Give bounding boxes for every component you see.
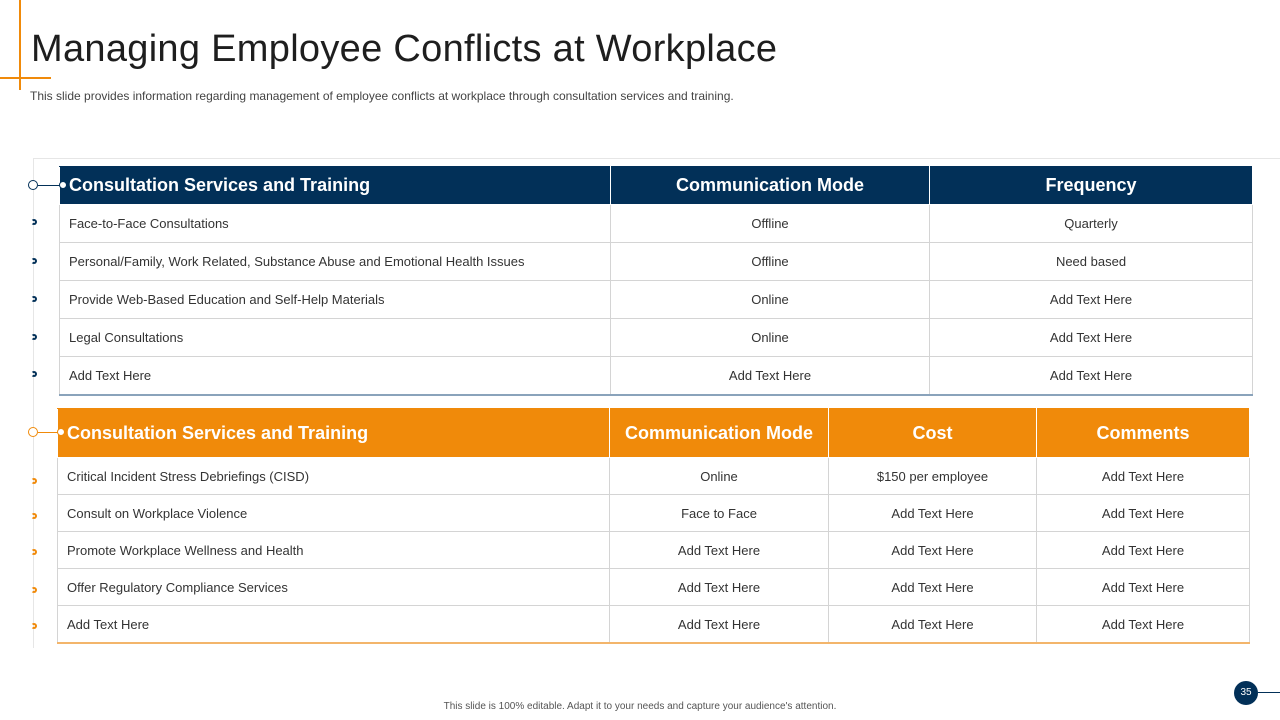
table-header-cell: Consultation Services and Training xyxy=(60,167,611,205)
table-cell: Add Text Here xyxy=(610,532,829,569)
table-row xyxy=(58,495,1250,532)
table-header-cell: Frequency xyxy=(930,167,1253,205)
table-cell: Add Text Here xyxy=(58,606,610,644)
page-subtitle: This slide provides information regarding management of employee conflicts at workplace through consultation services and training. xyxy=(30,89,734,103)
row-bullet xyxy=(31,219,37,225)
page-number-line xyxy=(1258,692,1280,693)
table-row xyxy=(60,319,1253,357)
consultation-table-orange xyxy=(57,408,1250,644)
table-row xyxy=(60,357,1253,396)
table-cell: Critical Incident Stress Debriefings (CISD) xyxy=(58,458,610,495)
table-cell: Online xyxy=(611,319,930,357)
table-cell: Add Text Here xyxy=(610,569,829,606)
table-cell: Add Text Here xyxy=(930,357,1253,396)
table-row xyxy=(58,532,1250,569)
row-bullet xyxy=(31,513,37,519)
table-cell: Add Text Here xyxy=(930,319,1253,357)
table-cell: Face to Face xyxy=(610,495,829,532)
consultation-table-navy xyxy=(59,166,1253,396)
table-header-cell: Communication Mode xyxy=(611,167,930,205)
table-cell: Add Text Here xyxy=(60,357,611,396)
table-row xyxy=(60,243,1253,281)
table-header-cell: Communication Mode xyxy=(610,409,829,458)
table-row xyxy=(58,606,1250,644)
frame-line-top xyxy=(33,158,1280,159)
table-cell: Face-to-Face Consultations xyxy=(60,205,611,243)
header-ring-bullet xyxy=(59,181,67,189)
table-cell: Add Text Here xyxy=(1037,606,1250,644)
table-cell: Legal Consultations xyxy=(60,319,611,357)
table-row xyxy=(58,458,1250,495)
row-bullet xyxy=(31,371,37,377)
table-header-cell: Consultation Services and Training xyxy=(58,409,610,458)
table-cell: Provide Web-Based Education and Self-Help Materials xyxy=(60,281,611,319)
table-cell: Promote Workplace Wellness and Health xyxy=(58,532,610,569)
row-bullet xyxy=(31,258,37,264)
row-bullet xyxy=(31,334,37,340)
table-cell: Add Text Here xyxy=(930,281,1253,319)
header-ring-bullet xyxy=(57,428,65,436)
table-cell: Offline xyxy=(611,243,930,281)
table-cell: Consult on Workplace Violence xyxy=(58,495,610,532)
table-cell: Online xyxy=(610,458,829,495)
row-bullet xyxy=(31,478,37,484)
table-header-cell: Cost xyxy=(829,409,1037,458)
table-cell: Personal/Family, Work Related, Substance Abuse and Emotional Health Issues xyxy=(60,243,611,281)
table-cell: Add Text Here xyxy=(1037,532,1250,569)
table-cell: Add Text Here xyxy=(1037,458,1250,495)
table-cell: Add Text Here xyxy=(829,495,1037,532)
table-cell: Offer Regulatory Compliance Services xyxy=(58,569,610,606)
table-cell: Add Text Here xyxy=(829,532,1037,569)
page-title: Managing Employee Conflicts at Workplace xyxy=(31,28,778,70)
row-bullet xyxy=(31,587,37,593)
table-cell: Quarterly xyxy=(930,205,1253,243)
table-cell: Need based xyxy=(930,243,1253,281)
table-cell: $150 per employee xyxy=(829,458,1037,495)
table-cell: Online xyxy=(611,281,930,319)
table-cell: Add Text Here xyxy=(829,569,1037,606)
table-row xyxy=(58,569,1250,606)
table-header-row xyxy=(60,167,1253,205)
table-row xyxy=(60,205,1253,243)
table-header-cell: Comments xyxy=(1037,409,1250,458)
frame-line-left xyxy=(33,158,34,648)
table-cell: Add Text Here xyxy=(1037,569,1250,606)
table-cell: Offline xyxy=(611,205,930,243)
page-number-badge: 35 xyxy=(1234,681,1258,705)
header-ring-bullet xyxy=(28,427,38,437)
row-bullet xyxy=(31,623,37,629)
row-bullet xyxy=(31,296,37,302)
table-row xyxy=(60,281,1253,319)
table-cell: Add Text Here xyxy=(610,606,829,644)
table-header-row xyxy=(58,409,1250,458)
table-cell: Add Text Here xyxy=(611,357,930,396)
table-cell: Add Text Here xyxy=(1037,495,1250,532)
footer-note: This slide is 100% editable. Adapt it to your needs and capture your audience's attention. xyxy=(443,701,837,712)
corner-accent-horizontal xyxy=(0,77,51,79)
table-cell: Add Text Here xyxy=(829,606,1037,644)
row-bullet xyxy=(31,549,37,555)
header-ring-bullet xyxy=(28,180,38,190)
